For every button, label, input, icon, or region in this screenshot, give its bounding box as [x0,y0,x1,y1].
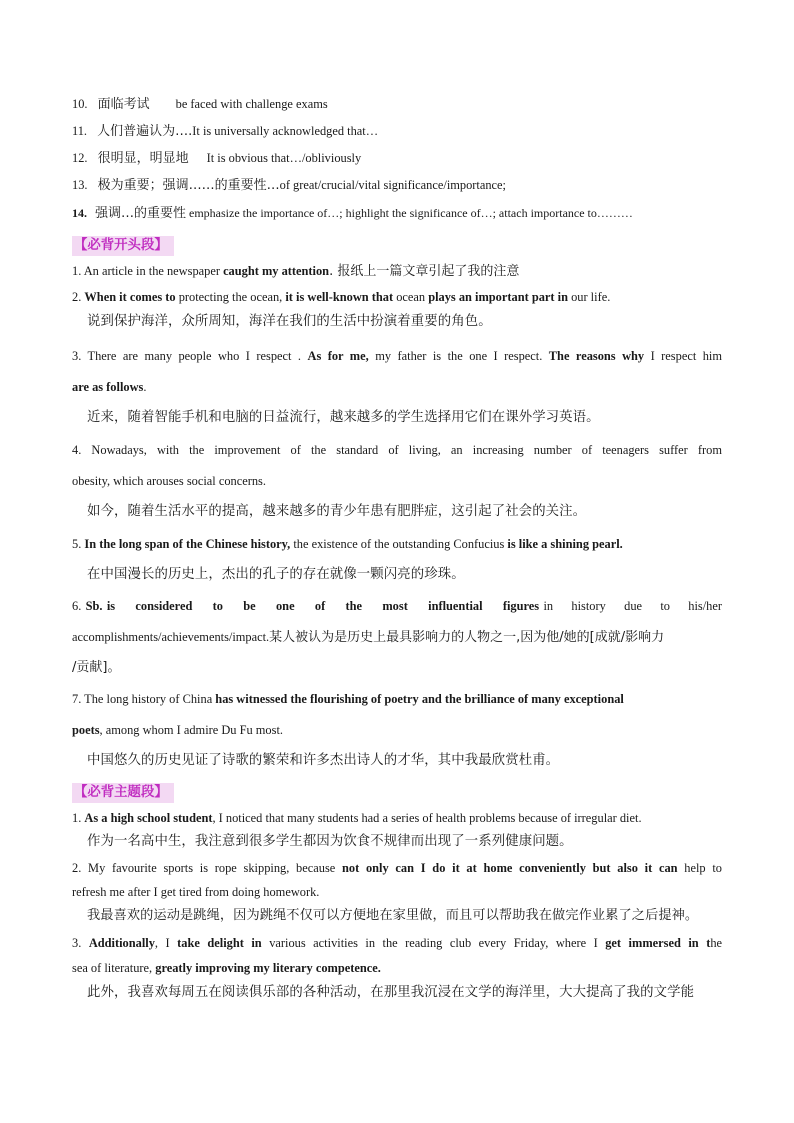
theme-sentence-1 [72,810,642,826]
sentence-text: The long history of China [84,692,216,706]
sentence-text: There are many people who I respect . [87,349,308,363]
phrase-english: It is universally acknowledged that… [192,124,379,138]
sentence-5 [72,536,623,552]
sentence-translation: . 报纸上一篇文章引起了我的注意 [329,264,520,279]
item-number: 14. [72,206,87,220]
item-number: 1. [72,811,82,825]
item-number: 12. [72,151,88,165]
key-phrase: take delight in [177,936,262,950]
item-number: 13. [72,178,88,192]
sentence-translation: 说到保护海洋，众所周知，海洋在我们的生活中扮演着重要的角色。 [87,314,492,329]
sentence-6 [72,598,722,614]
key-phrase: it is well-known that [285,290,394,304]
item-number: 2. [72,290,82,304]
sentence-text: in history due to his/her [543,599,723,613]
sentence-translation: 此外，我喜欢每周五在阅读俱乐部的各种活动，在那里我沉浸在文学的海洋里，大大提高了我的文学能 [87,985,695,1000]
key-phrase: In the long span of the Chinese history, [84,537,291,551]
phrase-item [72,177,506,194]
phrase-item [72,96,328,113]
sentence-text: , I [154,936,178,950]
sentence-text: he [710,936,723,950]
theme-sentence-2 [72,860,722,876]
sentence-translation: 中国悠久的历史见证了诗歌的繁荣和许多杰出诗人的才华，其中我最欣赏杜甫。 [87,753,560,768]
sentence-text: , I noticed that many students had a series of health problems because of irregular diet. [212,811,642,825]
item-number: 5. [72,537,82,551]
phrase-chinese: 极为重要；强调……的重要性… [97,178,280,193]
phrase-chinese: 强调…的重要性 [95,206,187,221]
sentence-translation: 在中国漫长的历史上，杰出的孔子的存在就像一颗闪亮的珍珠。 [87,567,465,582]
key-phrase: Additionally [88,936,155,950]
key-phrase: greatly improving my literary competence. [155,961,381,975]
sentence-text: protecting the ocean, [175,290,286,304]
key-phrase: not only can I do it at home conveniently but also it can [342,861,678,875]
sentence-translation: 如今，随着生活水平的提高，越来越多的青少年患有肥胖症，这引起了社会的关注。 [87,504,587,519]
sentence-2 [72,289,610,305]
phrase-item [72,205,633,222]
phrase-english: of great/crucial/vital significance/importance; [279,178,506,192]
sentence-translation: 某人被认为是历史上最具影响力的人物之一,因为他/她的[成就/影响力 [269,630,665,645]
sentence-translation: 我最喜欢的运动是跳绳，因为跳绳不仅可以方便地在家里做，而且可以帮助我在做完作业累了之后提神。 [87,908,699,923]
section-heading-opening: 【必背开头段】 [72,236,174,256]
sentence-text: sea of literature, [72,961,156,975]
item-number: 1. [72,264,82,278]
sentence-text: ocean [393,290,429,304]
sentence-text: I respect him [644,349,723,363]
item-number: 7. [72,692,82,706]
sentence-translation: 近来，随着智能手机和电脑的日益流行，越来越多的学生选择用它们在课外学习英语。 [87,410,600,425]
sentence-6-translation-end: /贡献]。 [72,660,121,675]
key-phrase: plays an important part in [428,290,568,304]
phrase-item [72,150,361,167]
theme-sentence-3-continued [72,960,381,976]
item-number: 3. [72,936,82,950]
sentence-7 [72,691,624,707]
sentence-text: my father is the one I respect. [368,349,549,363]
sentence-3 [72,348,722,364]
key-phrase: is like a shining pearl. [507,537,623,551]
key-phrase: is considered to be one of the most influential figures [106,599,540,613]
sentence-text: our life. [567,290,611,304]
sentence-1 [72,263,519,280]
phrase-item [72,123,378,140]
phrase-chinese: 很明显，明显地 [97,151,189,166]
phrase-chinese: 面临考试 [97,97,150,112]
sentence-text: various activities in the reading club every Friday, where I [261,936,606,950]
key-phrase: are as follows [72,380,144,394]
phrase-english: emphasize the importance of…; highlight the significance of…; attach importance to……… [189,206,633,220]
key-phrase: poets [72,723,100,737]
sentence-7-continued [72,722,283,738]
key-phrase: get immersed in t [605,936,711,950]
sentence-text: accomplishments/achievements/impact. [72,630,270,644]
item-number: 2. [72,861,82,875]
sentence-text: , among whom I admire Du Fu most. [99,723,283,737]
sentence-3-continued [72,379,146,395]
key-phrase: When it comes to [84,290,176,304]
key-phrase: As a high school student [84,811,213,825]
key-phrase: Sb. [85,599,103,613]
theme-sentence-3 [72,935,722,951]
sentence-4-continued: obesity, which arouses social concerns. [72,474,266,488]
key-phrase: caught my attention [223,264,330,278]
sentence-text: help to [677,861,723,875]
sentence-text: . [143,380,147,394]
item-number: 6. [72,599,82,613]
item-number: 11. [72,124,88,138]
sentence-6-continued [72,629,664,646]
key-phrase: As for me, [307,349,369,363]
section-heading-theme: 【必背主题段】 [72,783,174,803]
item-number: 3. [72,349,82,363]
phrase-english: It is obvious that…/obliviously [206,151,362,165]
sentence-text: My favourite sports is rope skipping, because [88,861,343,875]
sentence-text: the existence of the outstanding Confucius [290,537,508,551]
item-number: 4. [72,443,82,457]
key-phrase: has witnessed the flourishing of poetry and the brilliance of many exceptional [215,692,624,706]
theme-sentence-2-continued: refresh me after I get tired from doing homework. [72,885,320,899]
sentence-text: Nowadays, with the improvement of the standard of living, an increasing number of teenagers suffer from [91,443,722,457]
phrase-chinese: 人们普遍认为…. [97,124,193,139]
phrase-english: be faced with challenge exams [175,97,328,111]
item-number: 10. [72,97,88,111]
sentence-text: An article in the newspaper [83,264,224,278]
key-phrase: The reasons why [548,349,645,363]
sentence-translation: 作为一名高中生，我注意到很多学生都因为饮食不规律而出现了一系列健康问题。 [87,834,573,849]
sentence-4 [72,442,722,458]
